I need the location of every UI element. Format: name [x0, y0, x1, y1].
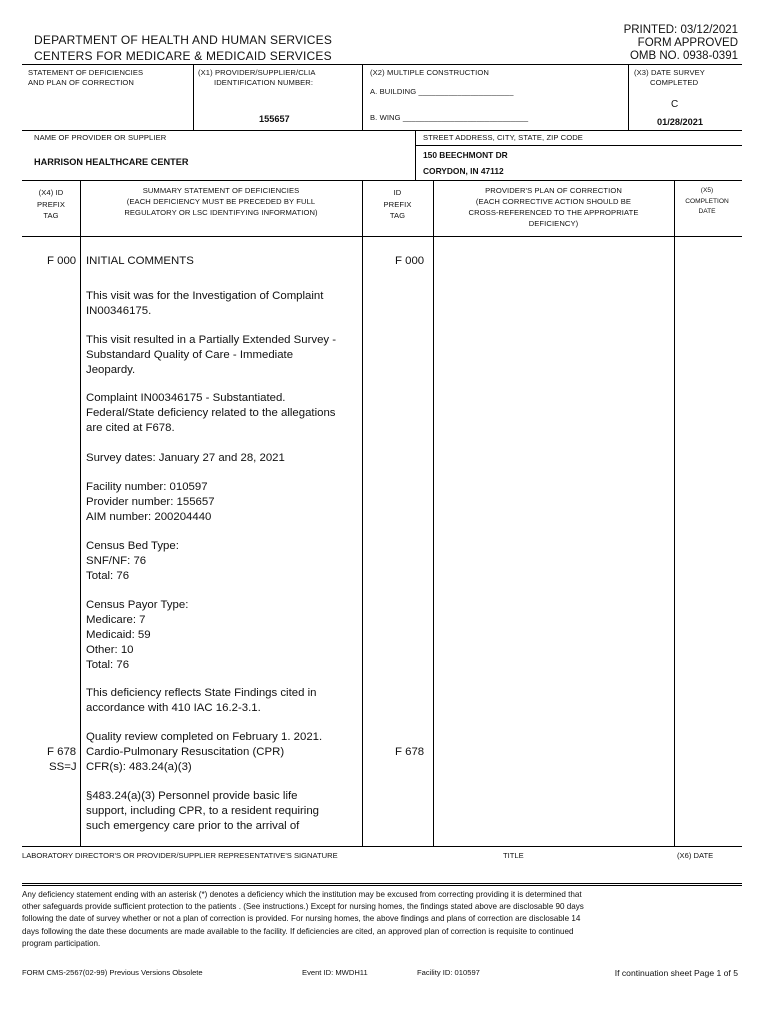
- x5-header: (X5) COMPLETION DATE: [685, 187, 729, 215]
- paragraph-facility-numbers: Facility number: 010597 Provider number: 155657 AIM number: 200204440: [86, 481, 215, 523]
- address-label: STREET ADDRESS, CITY, STATE, ZIP CODE: [423, 133, 583, 142]
- survey-completed-date: 01/28/2021: [657, 117, 703, 127]
- provider-name: HARRISON HEALTHCARE CENTER: [34, 157, 189, 167]
- x3-label-2: COMPLETED: [650, 78, 699, 87]
- initial-comments-heading: INITIAL COMMENTS: [86, 255, 194, 267]
- paragraph-complaint: Complaint IN00346175 - Substantiated. Federal/State deficiency related to the allegations are cited at F678.: [86, 392, 336, 434]
- id-prefix-header: ID PREFIX TAG: [383, 188, 412, 220]
- survey-type-code: C: [671, 99, 679, 110]
- form-approved: FORM APPROVED: [637, 37, 738, 49]
- building-field: A. BUILDING ______________________: [370, 87, 514, 96]
- event-id: Event ID: MWDH11: [302, 968, 368, 977]
- tag-f000-right: F 000: [395, 255, 425, 267]
- printed-date: PRINTED: 03/12/2021: [623, 24, 738, 36]
- scope-severity: SS=J: [49, 761, 77, 773]
- facility-id: Facility ID: 010597: [417, 968, 480, 977]
- tag-f000-left: F 000: [47, 255, 77, 267]
- paragraph-census-bed: Census Bed Type: SNF/NF: 76 Total: 76: [86, 540, 179, 582]
- city-state-zip: CORYDON, IN 47112: [423, 166, 504, 176]
- paragraph-survey-type: This visit resulted in a Partially Extended Survey - Substandard Quality of Care - Immediate Jeopardy.: [86, 334, 337, 376]
- form-number: FORM CMS-2567(02-99) Previous Versions Obsolete: [22, 968, 203, 977]
- paragraph-regulation: §483.24(a)(3) Personnel provide basic life support, including CPR, to a resident requiring such emergency care prior to the arrival of: [86, 790, 320, 832]
- x1-label-2: IDENTIFICATION NUMBER:: [214, 78, 314, 87]
- x6-date-label: (X6) DATE: [677, 851, 714, 860]
- x2-label: (X2) MULTIPLE CONSTRUCTION: [370, 68, 489, 77]
- disclaimer-text: Any deficiency statement ending with an asterisk (*) denotes a deficiency which the institution may be excused from correcting providing it is determined that other safeguards provide sufficient protection to the patients . (See instructions.) Except for nursing homes, the findings stated above are disclosable 90 days following the date of survey whether or not a plan of correction is provided. For nursing homes, the above findings and plans of correction are disclosable 14 days following the date these documents are made available to the facility. If deficiencies are cited, an approved plan of correction is requisite to continued program participation.: [22, 890, 584, 948]
- wing-field: B. WING _____________________________: [370, 113, 529, 122]
- x1-label: (X1) PROVIDER/SUPPLIER/CLIA: [198, 68, 316, 77]
- omb-number: OMB NO. 0938-0391: [629, 50, 738, 62]
- paragraph-census-payor: Census Payor Type: Medicare: 7 Medicaid: 59 Other: 10 Total: 76: [86, 599, 189, 671]
- x3-label: (X3) DATE SURVEY: [634, 68, 705, 77]
- statement-label: STATEMENT OF DEFICIENCIES: [28, 68, 144, 77]
- paragraph-state-findings: This deficiency reflects State Findings cited in accordance with 410 IAC 16.2-3.1.: [86, 687, 317, 714]
- paragraph-visit: This visit was for the Investigation of Complaint IN00346175.: [86, 290, 324, 317]
- title-label: TITLE: [503, 851, 524, 860]
- statement-label-2: AND PLAN OF CORRECTION: [28, 78, 134, 87]
- street-address: 150 BEECHMONT DR: [423, 150, 508, 160]
- provider-name-label: NAME OF PROVIDER OR SUPPLIER: [34, 133, 167, 142]
- page-indicator: If continuation sheet Page 1 of 5: [614, 968, 738, 978]
- tag-f678-left: F 678: [47, 746, 77, 758]
- signature-label: LABORATORY DIRECTOR'S OR PROVIDER/SUPPLIER REPRESENTATIVE'S SIGNATURE: [22, 851, 338, 860]
- plan-header: PROVIDER'S PLAN OF CORRECTION (EACH CORRECTIVE ACTION SHOULD BE CROSS-REFERENCED TO THE APPROPRIATE DEFICIENCY): [468, 186, 639, 228]
- provider-id-number: 155657: [259, 114, 290, 124]
- tag-f678-right: F 678: [395, 746, 425, 758]
- cms-title: CENTERS FOR MEDICARE & MEDICAID SERVICES: [34, 49, 332, 63]
- department-title: DEPARTMENT OF HEALTH AND HUMAN SERVICES: [34, 33, 333, 47]
- paragraph-survey-dates: Survey dates: January 27 and 28, 2021: [86, 452, 285, 464]
- paragraph-quality-review: Quality review completed on February 1. 2021. Cardio-Pulmonary Resuscitation (CPR) CFR(s): 483.24(a)(3): [86, 731, 323, 773]
- x4-header: (X4) ID PREFIX TAG: [36, 188, 66, 220]
- summary-header: SUMMARY STATEMENT OF DEFICIENCIES (EACH DEFICIENCY MUST BE PRECEDED BY FULL REGULATORY OR LSC IDENTIFYING INFORMATION): [124, 186, 318, 217]
